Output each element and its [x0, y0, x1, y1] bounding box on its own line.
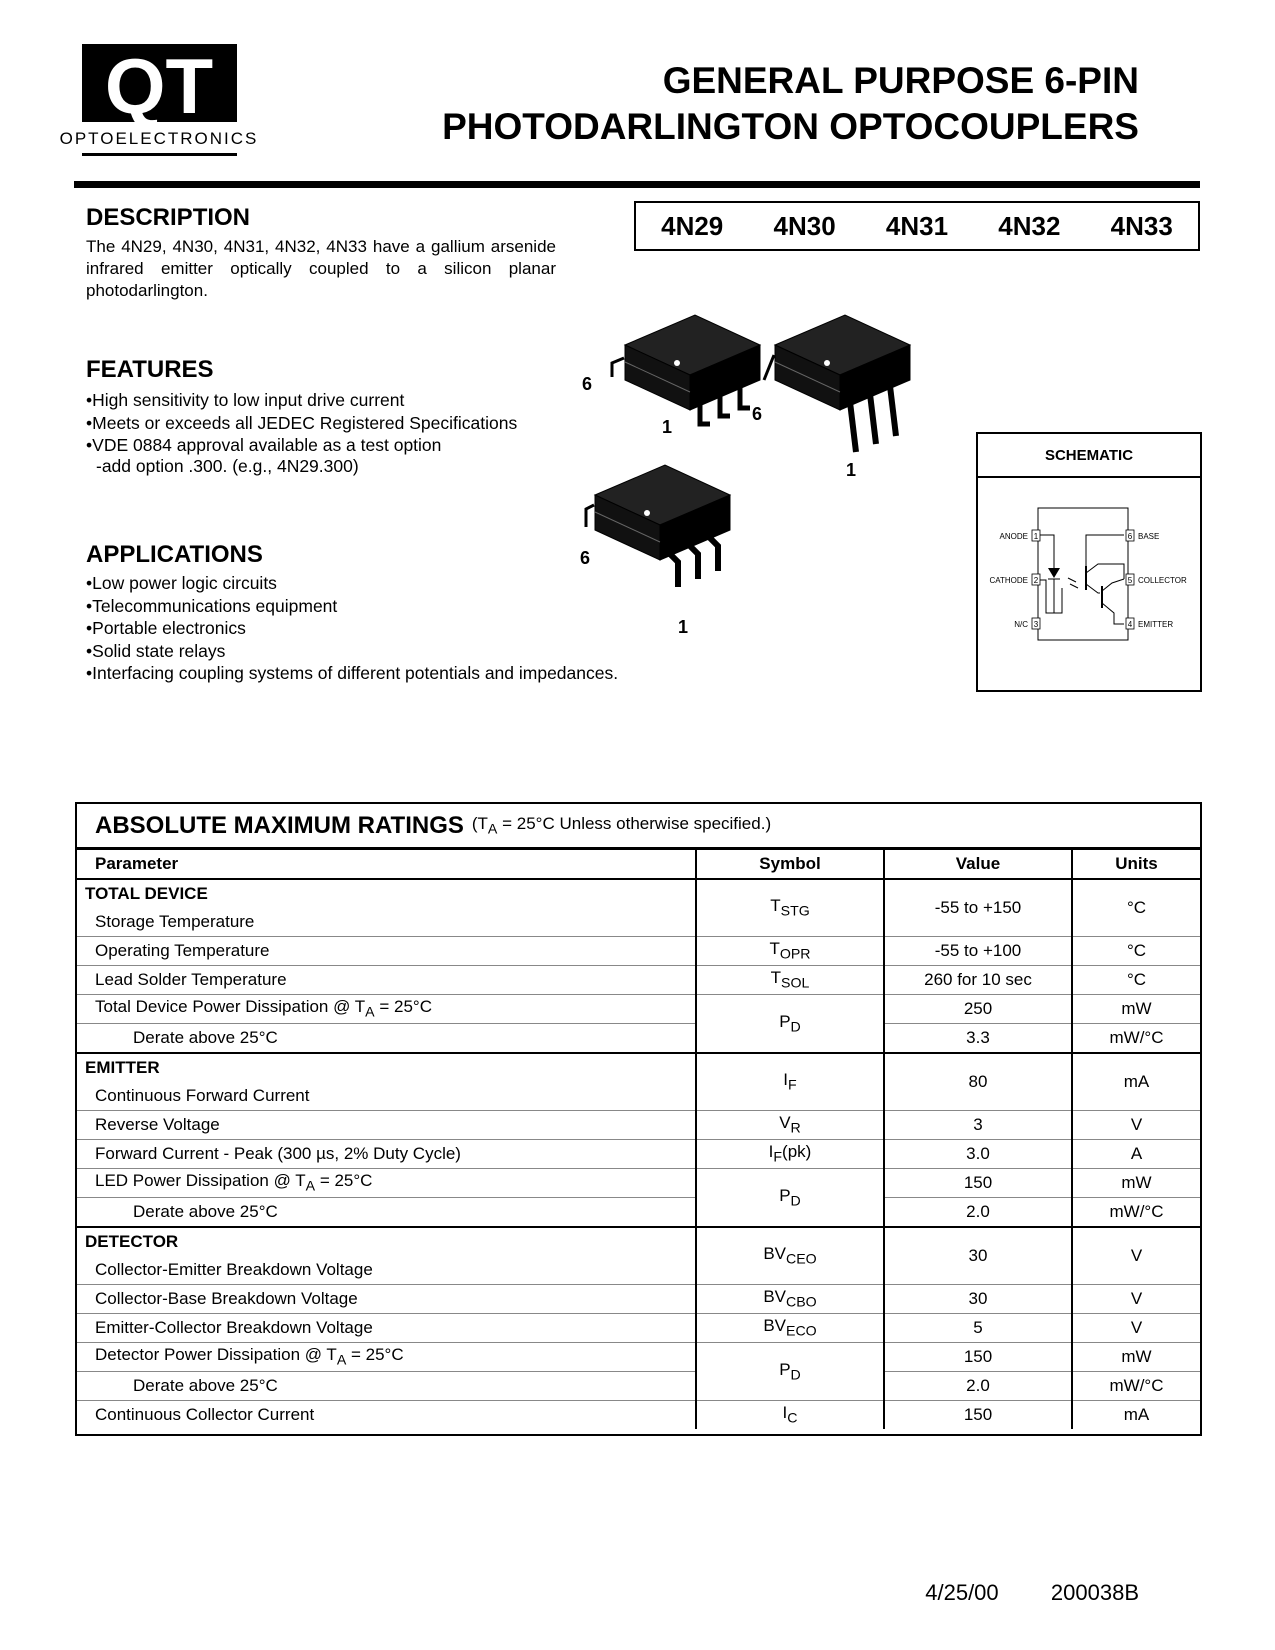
table-row: [77, 1111, 1200, 1140]
schematic-pin-name: N/C: [1014, 620, 1028, 629]
parameter-cell: Detector Power Dissipation @ $T_A = 25^\circ C$: [77, 1343, 696, 1372]
unit-cell: °C: [1126, 898, 1147, 917]
table-title: ABSOLUTE MAXIMUM RATINGS: [95, 811, 464, 839]
schematic-pin-name: CATHODE: [989, 576, 1028, 585]
table-row: [77, 1314, 1200, 1343]
symbol-cell: $P_D$: [696, 1343, 884, 1401]
applications-heading: APPLICATIONS: [86, 541, 263, 568]
schematic-box: [976, 432, 1202, 692]
symbol-cell: $BV_{CBO}$: [696, 1285, 884, 1314]
schematic-title: SCHEMATIC: [978, 434, 1200, 478]
features-list: [86, 389, 517, 457]
feature-item: • VDE 0884 approval available as a test option: [86, 434, 517, 457]
table-row: [77, 966, 1200, 995]
value-cell: 30: [884, 1285, 1072, 1314]
absolute-max-ratings-table: [75, 802, 1202, 1436]
unit-cell: V: [1072, 1111, 1200, 1140]
value-cell: -55 to +100: [884, 937, 1072, 966]
table-row: [77, 1227, 1200, 1256]
unit-cell: V: [1072, 1227, 1200, 1285]
schematic-pin-number: 1: [1033, 532, 1039, 541]
table-row: [77, 1198, 1200, 1228]
parameter-cell: Operating Temperature: [77, 937, 696, 966]
description-heading: DESCRIPTION: [86, 204, 251, 231]
parameter-cell: Reverse Voltage: [77, 1111, 696, 1140]
col-header-value: Value: [884, 850, 1072, 879]
symbol-cell: $P_D$: [696, 995, 884, 1054]
value-cell: 2.0: [884, 1198, 1072, 1228]
application-item: • Interfacing coupling systems of different potentials and impedances.: [86, 662, 618, 685]
table-row: [77, 1343, 1200, 1372]
symbol-cell: $T_{SOL}$: [696, 966, 884, 995]
unit-cell: V: [1072, 1285, 1200, 1314]
package-illustrations: [580, 300, 960, 650]
pin1-label: 1: [678, 617, 689, 637]
table-condition: ($T_A = 25^\circ C$ Unless otherwise specified.): [471, 813, 772, 838]
schematic-pin-name: COLLECTOR: [1138, 576, 1187, 585]
table-row: [77, 1140, 1200, 1169]
parameter-cell: Collector-Emitter Breakdown Voltage: [77, 1256, 696, 1285]
symbol-cell: $I_F(pk)$: [696, 1140, 884, 1169]
page-footer: [925, 1580, 1139, 1606]
feature-item: • High sensitivity to low input drive current: [86, 389, 517, 412]
parameter-cell: Continuous Forward Current: [77, 1082, 696, 1111]
logo-letters: QT: [104, 42, 214, 130]
table-row: [77, 995, 1200, 1024]
table-row: [77, 937, 1200, 966]
pin6-label: 6: [752, 404, 763, 424]
application-item: • Low power logic circuits: [86, 572, 618, 595]
pin6-label: 6: [580, 548, 591, 568]
section-label: EMITTER: [77, 1053, 696, 1082]
header-rule: [74, 181, 1200, 188]
value-cell: 150: [884, 1343, 1072, 1372]
value-cell: 2.0: [884, 1372, 1072, 1401]
symbol-cell: $BV_{ECO}$: [696, 1314, 884, 1343]
col-header-parameter: Parameter: [77, 850, 696, 879]
schematic-pin-number: 2: [1033, 576, 1039, 585]
application-item: • Telecommunications equipment: [86, 595, 618, 618]
features-note: -add option .300. (e.g., 4N29.300): [96, 456, 359, 476]
table-row: [77, 1401, 1200, 1430]
title-line-1: GENERAL PURPOSE 6-PIN: [662, 60, 1139, 101]
title-line-2: PHOTODARLINGTON OPTOCOUPLERS: [442, 106, 1139, 147]
value-cell: 5: [884, 1314, 1072, 1343]
table-row: [77, 1024, 1200, 1054]
application-item: • Solid state relays: [86, 640, 618, 663]
table-row: [77, 1285, 1200, 1314]
part-numbers-box: [634, 201, 1200, 251]
symbol-cell: $BV_{CEO}$: [696, 1227, 884, 1285]
parameter-cell: Derate above 25°C: [77, 1024, 696, 1054]
parameter-cell: Emitter-Collector Breakdown Voltage: [77, 1314, 696, 1343]
symbol-cell: $P_D$: [696, 1169, 884, 1228]
company-logo: [59, 42, 259, 159]
value-cell: 3: [884, 1111, 1072, 1140]
schematic-diagram-icon: [978, 478, 1200, 692]
parameter-cell: Forward Current - Peak (300 µs, 2% Duty Cycle): [77, 1140, 696, 1169]
section-label: DETECTOR: [77, 1227, 696, 1256]
symbol-cell: $I_C$: [696, 1401, 884, 1430]
schematic-pin-name: EMITTER: [1138, 620, 1174, 629]
parameter-cell: LED Power Dissipation @ $T_A = 25^\circ C$: [77, 1169, 696, 1198]
footer-doc-number: 200038B: [1050, 1580, 1139, 1605]
symbol-cell: $I_F$: [696, 1053, 884, 1111]
unit-cell: mA: [1072, 1053, 1200, 1111]
table-header-row: [77, 850, 1200, 879]
schematic-pin-number: 4: [1127, 620, 1133, 629]
schematic-pin-name: BASE: [1138, 532, 1160, 541]
part-number: 4N32: [998, 210, 1061, 241]
package-drawing-icon: [580, 300, 960, 650]
features-heading: FEATURES: [86, 356, 214, 383]
parameter-cell: Derate above 25°C: [77, 1198, 696, 1228]
unit-cell: °C: [1072, 966, 1200, 995]
pin1-label: 1: [846, 460, 857, 480]
symbol-cell: $V_R$: [696, 1111, 884, 1140]
ratings-grid: [77, 850, 1200, 1429]
parameter-cell: Lead Solder Temperature: [77, 966, 696, 995]
parameter-cell: Continuous Collector Current: [77, 1401, 696, 1430]
parameter-cell: Derate above 25°C: [77, 1372, 696, 1401]
part-number: 4N33: [1110, 210, 1173, 241]
value-cell: 250: [884, 995, 1072, 1024]
unit-cell: mW/°C: [1072, 1372, 1200, 1401]
application-item: • Portable electronics: [86, 617, 618, 640]
schematic-pin-number: 5: [1127, 576, 1133, 585]
pin6-label: 6: [582, 374, 593, 394]
value-cell: 3.3: [884, 1024, 1072, 1054]
unit-cell: mW/°C: [1072, 1198, 1200, 1228]
table-row: [77, 1372, 1200, 1401]
table-row: [77, 879, 1200, 908]
table-row: [77, 1169, 1200, 1198]
pin1-label: 1: [662, 417, 673, 437]
description-text: The 4N29, 4N30, 4N31, 4N32, 4N33 have a gallium arsenide infrared emitter optically coupled to a silicon planar photodarlington.: [86, 237, 556, 300]
value-cell: 260 for 10 sec: [884, 966, 1072, 995]
unit-cell: mA: [1072, 1401, 1200, 1430]
unit-cell: mW: [1072, 995, 1200, 1024]
unit-cell: mW/°C: [1072, 1024, 1200, 1054]
section-label: TOTAL DEVICE: [77, 879, 696, 908]
col-header-units: Units: [1072, 850, 1200, 879]
symbol-cell: $T_{OPR}$: [696, 937, 884, 966]
col-header-symbol: Symbol: [696, 850, 884, 879]
part-number: 4N29: [661, 210, 724, 241]
value-cell: 150: [884, 1169, 1072, 1198]
feature-item: • Meets or exceeds all JEDEC Registered Specifications: [86, 412, 517, 435]
unit-cell: A: [1072, 1140, 1200, 1169]
unit-cell: °C: [1072, 937, 1200, 966]
table-heading: [77, 804, 1200, 850]
part-number: 4N30: [773, 210, 836, 241]
value-cell: 3.0: [884, 1140, 1072, 1169]
unit-cell: mW: [1072, 1169, 1200, 1198]
schematic-pin-number: 3: [1033, 620, 1039, 629]
schematic-pin-number: 6: [1127, 532, 1133, 541]
value-cell: 150: [884, 1401, 1072, 1430]
table-row: [77, 1053, 1200, 1082]
unit-cell: mW: [1072, 1343, 1200, 1372]
applications-list: [86, 572, 618, 685]
document-title: [442, 58, 1139, 150]
schematic-pin-name: ANODE: [999, 532, 1028, 541]
footer-date: 4/25/00: [925, 1580, 999, 1605]
logo-subtitle: OPTOELECTRONICS: [59, 129, 259, 148]
value-cell: 80: [884, 1053, 1072, 1111]
parameter-cell: Collector-Base Breakdown Voltage: [77, 1285, 696, 1314]
parameter-cell: Storage Temperature: [77, 908, 696, 937]
parameter-cell: Total Device Power Dissipation @ $T_A = 25^\circ C$: [77, 995, 696, 1024]
symbol-cell: $T_{STG}$: [696, 879, 884, 937]
value-cell: -55 to +150: [884, 879, 1072, 937]
part-number: 4N31: [885, 210, 949, 241]
unit-cell: V: [1072, 1314, 1200, 1343]
value-cell: 30: [884, 1227, 1072, 1285]
